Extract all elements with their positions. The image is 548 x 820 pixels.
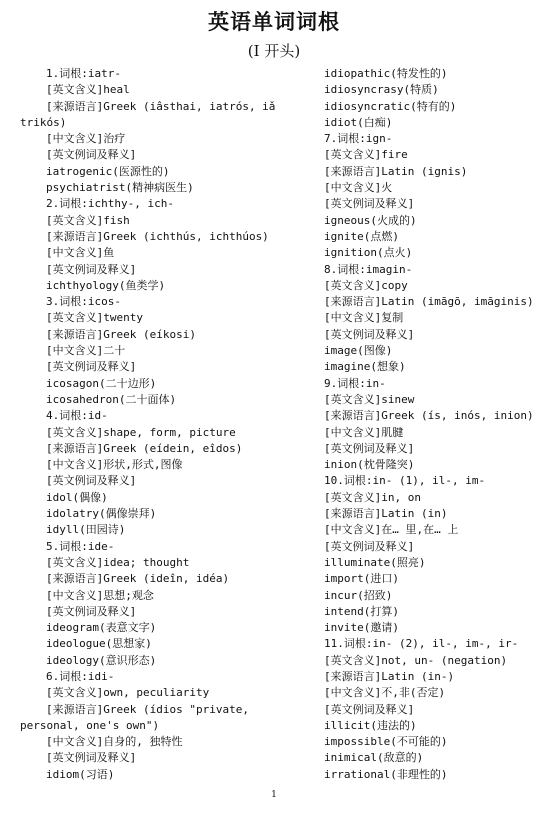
text-line: incur(招致) bbox=[324, 588, 393, 602]
text-line: [英文含义]in, on bbox=[324, 490, 421, 504]
text-line: [中文含义]思想;观念 bbox=[46, 588, 154, 602]
text-line: [英文例词及释义] bbox=[324, 441, 415, 455]
text-line: [英文例词及释义] bbox=[324, 197, 415, 211]
text-line: 4.词根:id- bbox=[46, 409, 108, 423]
text-line: [来源语言]Latin (in) bbox=[324, 507, 448, 521]
text-line: illicit(违法的) bbox=[324, 718, 417, 732]
text-line: [来源语言]Greek (ídios "private, bbox=[46, 702, 249, 716]
text-line: inimical(敌意的) bbox=[324, 751, 424, 765]
text-line: [来源语言]Latin (in-) bbox=[324, 669, 455, 683]
text-line: idiopathic(特发性的) bbox=[324, 67, 448, 80]
text-line: 11.词根:in- (2), il-, im-, ir- bbox=[324, 637, 519, 651]
text-line: [来源语言]Latin (ignis) bbox=[324, 164, 468, 178]
text-line: 8.词根:imagin- bbox=[324, 262, 413, 276]
text-line: icosahedron(二十面体) bbox=[46, 392, 177, 406]
text-line: ideologue(思想家) bbox=[46, 637, 152, 651]
text-line: [中文含义]治疗 bbox=[46, 132, 126, 146]
text-line: [英文例词及释义] bbox=[324, 539, 415, 553]
text-line: 3.词根:icos- bbox=[46, 295, 121, 309]
text-line: [中文含义]形状,形式,图像 bbox=[46, 458, 183, 472]
text-line: [英文例词及释义] bbox=[46, 604, 137, 618]
text-line: [英文例词及释义] bbox=[324, 702, 415, 716]
text-line: [中文含义]鱼 bbox=[46, 246, 115, 260]
text-line: [来源语言]Greek (ideîn, idéa) bbox=[46, 572, 230, 586]
text-line: [中文含义]不,非(否定) bbox=[324, 686, 446, 700]
text-line: [来源语言]Greek (eíkosi) bbox=[46, 327, 196, 341]
text-line: [英文含义]twenty bbox=[46, 311, 143, 325]
text-line: idiom(习语) bbox=[46, 767, 115, 781]
page-number: 1 bbox=[271, 790, 277, 800]
text-line: impossible(不可能的) bbox=[324, 735, 448, 749]
text-line: [来源语言]Greek (ichthús, ichthúos) bbox=[46, 229, 269, 243]
text-line: inion(枕骨隆突) bbox=[324, 458, 415, 472]
text-line: illuminate(照亮) bbox=[324, 555, 426, 569]
text-line: [英文例词及释义] bbox=[46, 360, 137, 374]
text-line: idolatry(偶像崇拜) bbox=[46, 507, 157, 521]
text-line: [英文含义]sinew bbox=[324, 392, 415, 406]
text-line: [中文含义]火 bbox=[324, 181, 393, 195]
text-line: [来源语言]Greek (iâsthai, iatrós, iǎ bbox=[46, 99, 276, 113]
text-line: image(图像) bbox=[324, 344, 393, 358]
text-line: idiot(白痴) bbox=[324, 115, 393, 129]
text-line: ideology(意识形态) bbox=[46, 653, 157, 667]
text-line: [来源语言]Latin (imāgō, imāginis) bbox=[324, 295, 534, 309]
text-line: invite(邀请) bbox=[324, 621, 399, 635]
text-line: ichthyology(鱼类学) bbox=[46, 278, 166, 292]
text-line: iatrogenic(医源性的) bbox=[46, 164, 170, 178]
text-line: import(进口) bbox=[324, 572, 399, 586]
right-column bbox=[324, 66, 544, 783]
text-line: [中文含义]肌腱 bbox=[324, 425, 404, 439]
text-line: [来源语言]Greek (ís, inós, inion) bbox=[324, 409, 534, 423]
text-line: [英文含义]fish bbox=[46, 213, 130, 227]
text-line: idiosyncrasy(特质) bbox=[324, 83, 439, 97]
text-line: idyll(田园诗) bbox=[46, 523, 126, 537]
text-line: 9.词根:in- bbox=[324, 376, 386, 390]
text-line: [中文含义]在… 里,在… 上 bbox=[324, 523, 459, 537]
text-line: idol(偶像) bbox=[46, 490, 108, 504]
page-title: 英语单词词根 bbox=[208, 10, 340, 34]
text-line: idiosyncratic(特有的) bbox=[324, 99, 457, 113]
text-line: [中文含义]自身的, 独特性 bbox=[46, 735, 183, 749]
text-line: psychiatrist(精神病医生) bbox=[46, 181, 194, 195]
text-line: 1.词根:iatr- bbox=[46, 67, 121, 80]
text-line: trikós) bbox=[20, 115, 67, 129]
left-column bbox=[20, 66, 312, 783]
text-line: [英文例词及释义] bbox=[46, 148, 137, 162]
text-line: [英文例词及释义] bbox=[46, 474, 137, 488]
text-line: [英文含义]not, un- (negation) bbox=[324, 653, 508, 667]
text-line: 6.词根:idi- bbox=[46, 669, 115, 683]
text-line: igneous(火成的) bbox=[324, 213, 417, 227]
text-line: imagine(想象) bbox=[324, 360, 406, 374]
page-subtitle: (I 开头) bbox=[247, 42, 301, 60]
text-line: irrational(非理性的) bbox=[324, 767, 448, 781]
text-line: [英文例词及释义] bbox=[324, 327, 415, 341]
text-line: 2.词根:ichthy-, ich- bbox=[46, 197, 174, 211]
text-line: 7.词根:ign- bbox=[324, 132, 393, 146]
text-line: [中文含义]复制 bbox=[324, 311, 404, 325]
text-line: 10.词根:in- (1), il-, im- bbox=[324, 474, 486, 488]
text-line: 5.词根:ide- bbox=[46, 539, 115, 553]
text-line: [英文含义]shape, form, picture bbox=[46, 425, 236, 439]
text-line: ignite(点燃) bbox=[324, 229, 399, 243]
text-line: ignition(点火) bbox=[324, 246, 413, 260]
text-line: [来源语言]Greek (eídein, eîdos) bbox=[46, 441, 243, 455]
text-line: personal, one's own") bbox=[20, 718, 160, 732]
text-line: [英文含义]idea; thought bbox=[46, 555, 190, 569]
text-line: [中文含义]二十 bbox=[46, 344, 126, 358]
text-line: icosagon(二十边形) bbox=[46, 376, 157, 390]
text-line: ideogram(表意文字) bbox=[46, 621, 157, 635]
text-line: [英文含义]own, peculiarity bbox=[46, 686, 210, 700]
text-line: [英文含义]heal bbox=[46, 83, 130, 97]
text-line: intend(打算) bbox=[324, 604, 399, 618]
text-line: [英文含义]copy bbox=[324, 278, 408, 292]
text-line: [英文例词及释义] bbox=[46, 262, 137, 276]
text-line: [英文含义]fire bbox=[324, 148, 408, 162]
text-line: [英文例词及释义] bbox=[46, 751, 137, 765]
